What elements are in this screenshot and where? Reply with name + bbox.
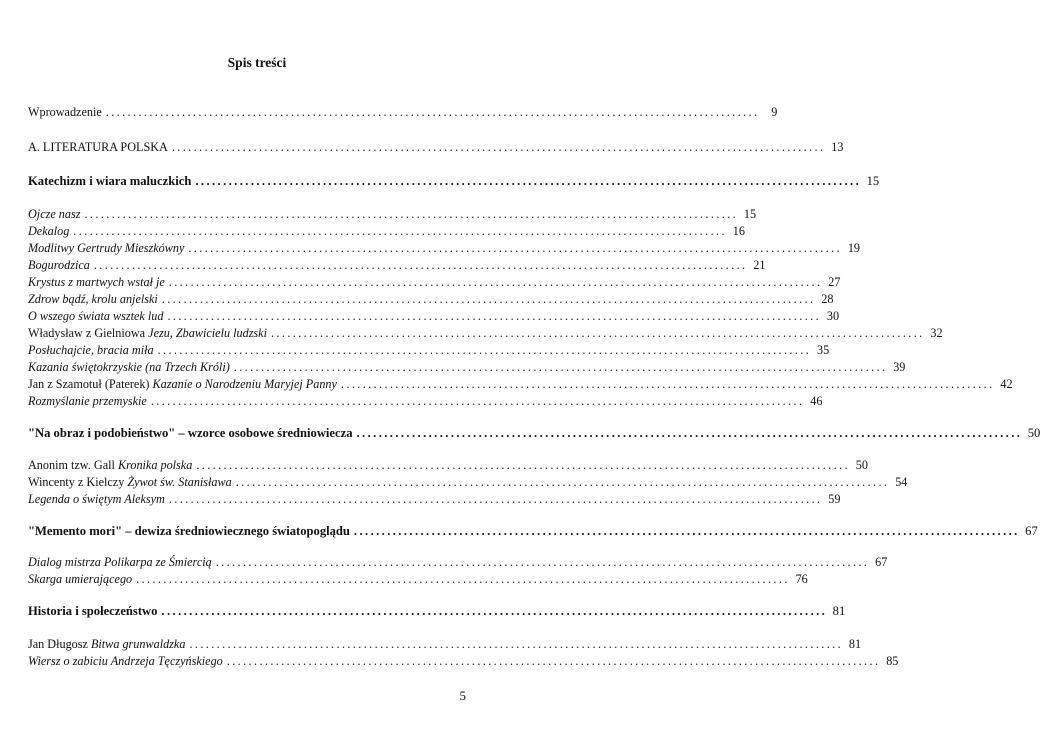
dot-leader: ........................................................................................................................ (195, 174, 862, 188)
toc-section-heading (28, 424, 1040, 442)
toc-entry (28, 635, 862, 653)
dot-leader: ........................................................................................................................ (189, 637, 844, 651)
toc-page-number: 16 (732, 224, 745, 238)
title-italic-part: Bogurodzica (28, 258, 90, 272)
toc-page-number: 19 (847, 241, 861, 255)
toc-page-number: 81 (848, 637, 862, 651)
toc-page-number: 59 (828, 492, 841, 506)
title-italic-part: Skarga umierającego (28, 572, 133, 586)
title-italic-part: Ojcze nasz (28, 207, 81, 221)
toc-page-number: 27 (828, 275, 841, 289)
dot-leader: ........................................................................................................................ (105, 105, 760, 119)
toc-section-heading (28, 172, 880, 190)
toc-entry (28, 553, 888, 571)
title-italic-part: Wiersz o zabiciu Andrzeja Tęczyńskiego (28, 654, 223, 668)
title-part: Anonim tzw. Gall (28, 458, 118, 472)
toc-page-number: 39 (893, 360, 906, 374)
toc-entry (28, 473, 908, 491)
toc-entry-title (28, 375, 337, 393)
toc-page-number: 9 (771, 105, 778, 119)
toc-page-number: 85 (886, 654, 899, 668)
toc-page-number: 35 (817, 343, 830, 357)
toc-page-number: 50 (1027, 426, 1040, 440)
title-italic-part: Kazania świętokrzyskie (na Trzech Króli) (28, 360, 230, 374)
title-part: Historia i społeczeństwo (28, 604, 158, 618)
dot-leader: ........................................................................................................................ (168, 492, 823, 506)
page-number: 5 (459, 688, 466, 703)
page-title: Spis treści (227, 55, 287, 70)
title-part: "Na obraz i podobieństwo" – wzorce osobowe średniowiecza (28, 426, 353, 440)
dot-leader: ........................................................................................................................ (93, 258, 748, 272)
title-italic-part: Dialog mistrza Polikarpa ze Śmiercią (28, 555, 212, 569)
toc-section-heading (28, 602, 846, 620)
toc-entry-title (28, 222, 69, 240)
dot-leader: ........................................................................................................................ (168, 275, 823, 289)
title-italic-part: Modlitwy Gertrudy Mieszkówny (28, 241, 185, 255)
toc-page-number: 28 (821, 292, 834, 306)
toc-entry (28, 490, 841, 508)
dot-leader: ........................................................................................................................ (150, 394, 805, 408)
dot-leader: ........................................................................................................................ (171, 140, 826, 154)
toc-page-number: 50 (855, 458, 868, 472)
title-part: Katechizm i wiara maluczkich (28, 174, 192, 188)
dot-leader: ........................................................................................................................ (73, 224, 727, 238)
title-italic-part: Kronika polska (117, 458, 193, 472)
toc-entry (28, 652, 899, 670)
title-part: Wincenty z Kielczy (28, 475, 128, 489)
toc-entry-title (28, 553, 212, 571)
toc-entry-title (28, 172, 191, 190)
toc-page-number: 32 (930, 326, 943, 340)
dot-leader: ........................................................................................................................ (226, 654, 881, 668)
dot-leader: ........................................................................................................................ (233, 360, 888, 374)
toc-entry (28, 290, 834, 308)
toc-entry (28, 358, 906, 376)
toc-page-number: 21 (753, 258, 766, 272)
toc-entry-title (28, 456, 192, 474)
toc-page-number: 67 (875, 555, 888, 569)
toc-entry-title (28, 205, 80, 223)
toc-entry-title (28, 341, 154, 359)
toc-page-number: 13 (831, 140, 844, 154)
toc-section-heading (28, 522, 1038, 540)
title-italic-part: Legenda o świętym Aleksym (28, 492, 165, 506)
toc-page-number: 76 (795, 572, 808, 586)
toc-entry (28, 256, 766, 274)
dot-leader: ........................................................................................................................ (84, 207, 739, 221)
toc-entry-title (28, 358, 230, 376)
dot-leader: ........................................................................................................................ (161, 292, 816, 306)
dot-leader: ........................................................................................................................ (136, 572, 790, 586)
dot-leader: ........................................................................................................................ (161, 604, 828, 618)
title-part: A. LITERATURA POLSKA (28, 140, 168, 154)
dot-leader: ........................................................................................................................ (356, 426, 1023, 440)
toc-entry-title (28, 522, 350, 540)
dot-leader: ........................................................................................................................ (353, 524, 1020, 538)
toc-page-number: 54 (895, 475, 908, 489)
toc-entry (28, 375, 1013, 393)
title-part: "Memento mori" – dewiza średniowiecznego światopoglądu (28, 524, 350, 538)
toc-page-number: 42 (1000, 377, 1013, 391)
toc-page-number: 30 (826, 309, 840, 323)
toc-entry (28, 205, 757, 223)
toc-entry-title (28, 635, 185, 653)
dot-leader: ........................................................................................................................ (340, 377, 995, 391)
dot-leader: ........................................................................................................................ (188, 241, 843, 255)
toc-entry (28, 570, 808, 588)
toc-entry-title (28, 473, 232, 491)
toc-entry (28, 222, 745, 240)
toc-entry (28, 273, 841, 291)
dot-leader: ........................................................................................................................ (167, 309, 822, 323)
title-italic-part: Zdrow bądź, krolu anjelski (28, 292, 158, 306)
toc-entry-title (28, 652, 223, 670)
toc-entry-title (28, 424, 353, 442)
toc-page-number: 46 (810, 394, 823, 408)
title-part: Władysław z Gielniowa (28, 326, 149, 340)
toc-entry (28, 103, 778, 121)
toc-entry-title (28, 256, 90, 274)
dot-leader: ........................................................................................................................ (215, 555, 870, 569)
toc-entry-title (28, 602, 157, 620)
title-italic-part: Kazanie o Narodzeniu Maryjej Panny (152, 377, 337, 391)
toc-entry (28, 138, 844, 156)
title-part: Jan z Szamotuł (Paterek) (28, 377, 153, 391)
toc-entry-title (28, 273, 165, 291)
toc-entry-title (28, 570, 132, 588)
dot-leader: ........................................................................................................................ (270, 326, 925, 340)
toc-entry (28, 239, 861, 257)
toc-entry-title (28, 239, 184, 257)
title-italic-part: O wszego świata wsztek lud (28, 309, 164, 323)
title-italic-part: Krystus z martwych wstał je (28, 275, 165, 289)
toc-entry-title (28, 290, 158, 308)
toc-page-number: 15 (866, 174, 880, 188)
title-italic-part: Żywot św. Stanisława (127, 475, 232, 489)
dot-leader: ........................................................................................................................ (157, 343, 812, 357)
toc-entry (28, 341, 830, 359)
title-italic-part: Dekalog (28, 224, 70, 238)
toc-entry-title (28, 490, 165, 508)
toc-entry-title (28, 307, 163, 325)
toc-page-number: 81 (832, 604, 846, 618)
title-italic-part: Rozmyślanie przemyskie (28, 394, 147, 408)
toc-entry-title (28, 103, 102, 121)
dot-leader: ........................................................................................................................ (235, 475, 890, 489)
toc-entry (28, 392, 823, 410)
title-italic-part: Bitwa grunwaldzka (90, 637, 186, 651)
title-part: Jan Długosz (28, 637, 91, 651)
toc-entry-title (28, 138, 168, 156)
title-italic-part: Posłuchajcie, bracia miła (28, 343, 154, 357)
toc-entry (28, 456, 868, 474)
title-italic-part: Jezu, Zbawicielu ludzski (148, 326, 267, 340)
toc-entry-title (28, 392, 147, 410)
toc-entry-title (28, 324, 267, 342)
toc-page-number: 67 (1025, 524, 1038, 538)
dot-leader: ........................................................................................................................ (196, 458, 850, 472)
toc-entry (28, 324, 943, 342)
toc-entry (28, 307, 840, 325)
toc-page-number: 15 (743, 207, 757, 221)
title-part: Wprowadzenie (28, 105, 102, 119)
